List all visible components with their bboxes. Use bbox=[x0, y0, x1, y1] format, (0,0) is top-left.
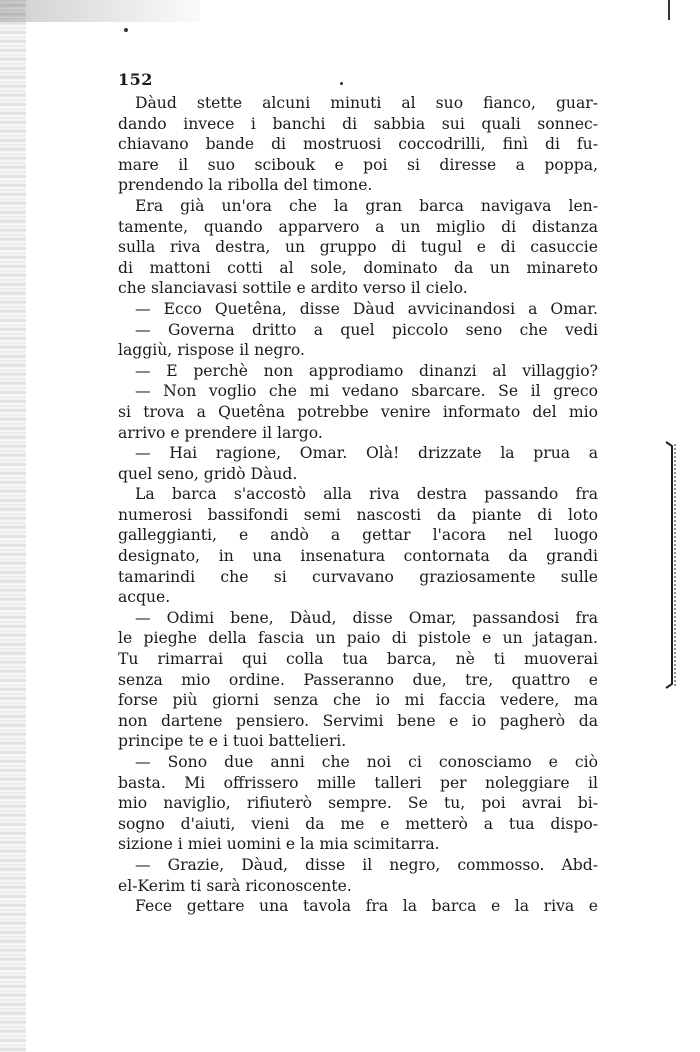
text-line: — E perchè non approdiamo dinanzi al villaggio? bbox=[135, 361, 598, 380]
text-line: senza mio ordine. Passeranno due, tre, quattro e bbox=[118, 670, 598, 689]
text-line: sogno d'aiuti, vieni da me e metterò a tua dispo- bbox=[118, 814, 598, 833]
text-line: basta. Mi offrissero mille talleri per noleggiare il bbox=[118, 773, 598, 792]
text-line: sizione i miei uomini e la mia scimitarra. bbox=[118, 835, 440, 854]
text-line: mio naviglio, rifiuterò sempre. Se tu, poi avrai bi- bbox=[118, 794, 598, 813]
text-line: — Grazie, Dàud, disse il negro, commosso. Abd- bbox=[135, 855, 598, 874]
text-line: mare il suo scibouk e poi si diresse a poppa, bbox=[118, 155, 598, 174]
text-line: dando invece i banchi di sabbia sui quali sonnec- bbox=[118, 114, 598, 133]
text-line: tamente, quando apparvero a un miglio di distanza bbox=[118, 217, 598, 236]
text-line: arrivo e prendere il largo. bbox=[118, 423, 323, 442]
text-line: non dartene pensiero. Servimi bene e io pagherò da bbox=[118, 711, 598, 730]
text-line: le pieghe della fascia un paio di pistole e un jatagan. bbox=[118, 629, 598, 648]
text-line: Tu rimarrai qui colla tua barca, nè ti muoverai bbox=[118, 650, 598, 669]
page-number: 152 bbox=[118, 70, 153, 89]
text-line: prendendo la ribolla del timone. bbox=[118, 176, 373, 195]
text-line: Fece gettare una tavola fra la barca e la riva e bbox=[135, 897, 598, 916]
text-line: numerosi bassifondi semi nascosti da piante di loto bbox=[118, 505, 598, 524]
text-line: el-Kerim ti sarà riconoscente. bbox=[118, 876, 352, 895]
scan-edge-top bbox=[0, 0, 200, 22]
text-line: — Governa dritto a quel piccolo seno che vedi bbox=[135, 320, 598, 339]
text-line: galleggianti, e andò a gettar l'acora nel luogo bbox=[118, 526, 598, 545]
text-line: di mattoni cotti al sole, dominato da un minareto bbox=[118, 258, 598, 277]
text-line: — Non voglio che mi vedano sbarcare. Se il greco bbox=[135, 382, 598, 401]
ink-speck bbox=[124, 28, 128, 32]
text-line: sulla riva destra, un gruppo di tugul e di casuccie bbox=[118, 238, 598, 257]
text-line: principe te e i tuoi battelieri. bbox=[118, 732, 347, 751]
text-line: — Hai ragione, Omar. Olà! drizzate la prua a bbox=[135, 444, 598, 463]
text-line: — Sono due anni che noi ci conosciamo e ciò bbox=[135, 753, 598, 771]
text-line: Era già un'ora che la gran barca navigava len- bbox=[135, 196, 598, 215]
ink-speck bbox=[340, 82, 343, 85]
text-line: La barca s'accostò alla riva destra passando fra bbox=[135, 485, 598, 504]
text-line: designato, in una insenatura contornata da grandi bbox=[118, 547, 598, 566]
body-text bbox=[118, 93, 598, 917]
text-line: acque. bbox=[118, 588, 171, 607]
text-line: che slanciavasi sottile e ardito verso il cielo. bbox=[118, 279, 468, 298]
scan-edge-left bbox=[0, 0, 26, 1052]
text-line: Dàud stette alcuni minuti al suo fianco, guar- bbox=[135, 94, 598, 112]
text-line: tamarindi che si curvavano graziosamente sulle bbox=[118, 567, 598, 586]
text-line: quel seno, gridò Dàud. bbox=[118, 464, 298, 483]
text-line: forse più giorni senza che io mi faccia vedere, ma bbox=[118, 691, 598, 710]
text-line: chiavano bande di mostruosi coccodrilli, finì di fu- bbox=[118, 135, 598, 154]
margin-bracket-mark bbox=[664, 440, 678, 690]
text-line: — Ecco Quetêna, disse Dàud avvicinandosi a Omar. bbox=[135, 299, 598, 318]
text-line: — Odimi bene, Dàud, disse Omar, passandosi fra bbox=[135, 608, 598, 627]
scan-edge-mark bbox=[668, 0, 670, 20]
text-line: laggiù, rispose il negro. bbox=[118, 341, 305, 360]
text-line: si trova a Quetêna potrebbe venire informato del mio bbox=[118, 402, 598, 421]
